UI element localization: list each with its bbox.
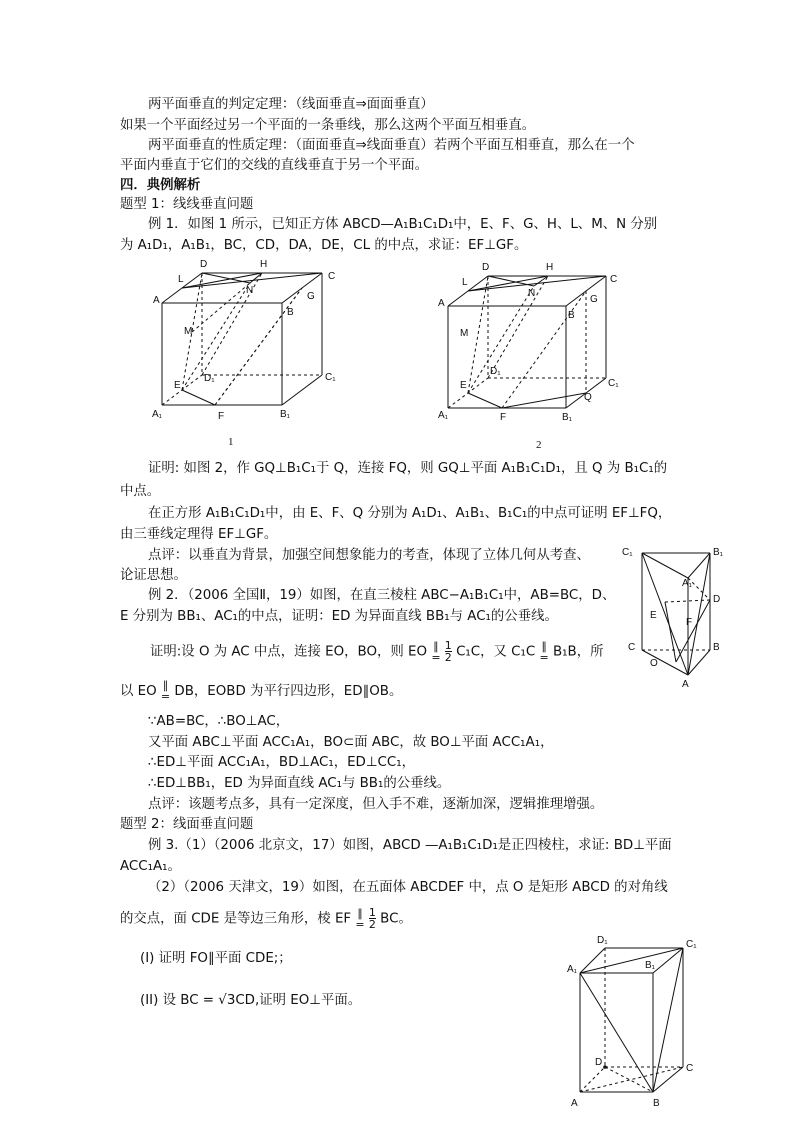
svg-text:D: D <box>482 262 490 273</box>
svg-text:A₁: A₁ <box>152 409 163 420</box>
svg-text:M: M <box>460 328 469 339</box>
question-2: (II) 设 BC = √3CD,证明 EO⊥平面。 <box>140 993 362 1008</box>
proof1-line1: 证明: 如图 2，作 GQ⊥B₁C₁于 Q，连接 FQ，则 GQ⊥平面 A₁B₁C₁D₁，且 Q 为 B₁C₁的 <box>148 461 668 476</box>
figure-1-cube <box>150 255 350 455</box>
svg-text:B₁: B₁ <box>562 412 573 423</box>
svg-text:2: 2 <box>536 439 542 451</box>
svg-text:D: D <box>713 594 721 605</box>
svg-text:N: N <box>246 285 254 296</box>
svg-text:G: G <box>307 291 315 302</box>
fraction-one-half-2: $\frac{1}{2}$ <box>368 906 376 931</box>
svg-text:E: E <box>460 380 467 391</box>
proof1-line2: 中点。 <box>120 484 161 499</box>
proof2-line1: 证明:设 O 为 AC 中点，连接 EO，BO，则 EO ∥ = $\frac{1}{2}$ C₁C，又 C₁C ∥ = B₁B，所 <box>150 639 604 664</box>
svg-text:C: C <box>328 271 336 282</box>
step2: 又平面 ABC⊥平面 ACC₁A₁，BO⊂面 ABC，故 BO⊥平面 ACC₁A₁， <box>148 735 554 750</box>
svg-text:H: H <box>260 259 268 270</box>
svg-text:A: A <box>682 679 689 690</box>
svg-text:C: C <box>686 1063 694 1074</box>
svg-text:A₁: A₁ <box>438 410 449 421</box>
svg-text:C₁: C₁ <box>325 372 336 383</box>
svg-text:E: E <box>650 610 657 621</box>
svg-text:A₁: A₁ <box>682 578 693 589</box>
svg-text:B: B <box>653 1098 660 1109</box>
svg-text:F: F <box>218 411 225 422</box>
svg-text:B: B <box>568 310 575 321</box>
svg-text:A: A <box>153 295 160 306</box>
svg-text:B₁: B₁ <box>645 960 656 971</box>
example2-line2: E 分别为 BB₁、AC₁的中点，证明：ED 为异面直线 BB₁与 AC₁的公垂线。 <box>120 609 558 624</box>
svg-text:D: D <box>595 1057 603 1068</box>
svg-text:B: B <box>713 642 720 653</box>
comment2: 点评：该题考点多，具有一定深度，但入手不难，逐渐加深，逻辑推理增强。 <box>148 797 604 812</box>
parallel-equal-symbol-2: ∥ = <box>539 639 549 664</box>
section-heading: 四．典例解析 <box>120 178 201 193</box>
svg-text:1: 1 <box>228 436 234 448</box>
example3-line2: ACC₁A₁。 <box>120 859 181 874</box>
example1-line1: 例 1．如图 1 所示，已知正方体 ABCD—A₁B₁C₁D₁中，E、F、G、H、L、M、N 分别 <box>148 217 658 232</box>
example2-line1: 例 2．（2006 全国Ⅱ，19）如图，在直三棱柱 ABC−A₁B₁C₁中，AB=BC，D、 <box>148 588 616 603</box>
proof2-line2: 以 EO ∥ = DB，EOBD 为平行四边形，ED∥OB。 <box>120 679 403 703</box>
theorem-property-body: 平面内垂直于它们的交线的直线垂直于另一个平面。 <box>120 158 428 173</box>
comment1-line1: 点评：以垂直为背景，加强空间想象能力的考查，体现了立体几何从考查、 <box>148 548 590 563</box>
svg-text:A: A <box>438 298 445 309</box>
svg-text:C: C <box>610 274 618 285</box>
svg-text:F: F <box>500 412 507 423</box>
svg-text:D₁: D₁ <box>597 935 608 946</box>
svg-text:L: L <box>462 277 468 288</box>
parallel-equal-symbol-4: ∥ = <box>355 906 365 931</box>
theorem-judgement-body: 如果一个平面经过另一个平面的一条垂线，那么这两个平面互相垂直。 <box>120 118 536 133</box>
figure-4-box <box>565 935 705 1115</box>
proof1-line4: 由三垂线定理得 EF⊥GF。 <box>120 527 278 542</box>
svg-text:F: F <box>686 617 693 628</box>
comment1-line2: 论证思想。 <box>120 568 187 583</box>
step4: ∴ED⊥BB₁，ED 为异面直线 AC₁与 BB₁的公垂线。 <box>148 776 451 791</box>
proof1-line3: 在正方形 A₁B₁C₁D₁中，由 E、F、Q 分别为 A₁D₁、A₁B₁、B₁C₁的中点可证明 EF⊥FQ， <box>148 506 672 521</box>
step3: ∴ED⊥平面 ACC₁A₁，BD⊥AC₁，ED⊥CC₁， <box>148 755 415 770</box>
svg-text:B₁: B₁ <box>713 547 724 558</box>
svg-text:C: C <box>628 642 636 653</box>
figure-2-cube <box>438 258 638 458</box>
svg-text:M: M <box>184 326 193 337</box>
type1-heading: 题型 1：线线垂直问题 <box>120 197 254 212</box>
example3-line1: 例 3.（1）（2006 北京文，17）如图，ABCD —A₁B₁C₁D₁是正四棱柱，求证: BD⊥平面 <box>148 838 672 853</box>
svg-text:O: O <box>650 658 658 669</box>
type2-heading: 题型 2：线面垂直问题 <box>120 817 254 832</box>
theorem-property: 两平面垂直的性质定理：（面面垂直⇒线面垂直）若两个平面互相垂直，那么在一个 <box>148 138 635 153</box>
parallel-equal-symbol: ∥ = <box>431 639 441 664</box>
svg-text:A₁: A₁ <box>567 964 578 975</box>
example1-line2: 为 A₁D₁，A₁B₁，BC，CD，DA，DE，CL 的中点，求证：EF⊥GF。 <box>120 238 528 253</box>
svg-text:Q: Q <box>584 392 592 403</box>
figure-3-prism <box>620 540 740 690</box>
svg-text:B₁: B₁ <box>280 409 291 420</box>
svg-text:C₁: C₁ <box>608 378 619 389</box>
svg-text:N: N <box>528 288 536 299</box>
svg-text:E: E <box>174 380 181 391</box>
example3-line4: 的交点，面 CDE 是等边三角形，棱 EF ∥ = $\frac{1}{2}$ BC。 <box>120 906 412 931</box>
svg-text:C₁: C₁ <box>622 547 633 558</box>
svg-text:L: L <box>178 274 184 285</box>
fraction-one-half: $\frac{1}{2}$ <box>444 639 452 664</box>
parallel-equal-symbol-3: ∥ = <box>160 679 171 703</box>
svg-text:A: A <box>571 1098 578 1109</box>
question-1: (I) 证明 FO∥平面 CDE;； <box>140 951 292 966</box>
svg-text:D: D <box>200 259 208 270</box>
theorem-judgement: 两平面垂直的判定定理：（线面垂直⇒面面垂直） <box>148 97 434 112</box>
svg-text:D₁: D₁ <box>490 366 501 377</box>
svg-text:G: G <box>590 294 598 305</box>
svg-text:D₁: D₁ <box>204 373 215 384</box>
example3-line3: （2）（2006 天津文，19）如图，在五面体 ABCDEF 中，点 O 是矩形 ABCD 的对角线 <box>148 880 668 895</box>
svg-text:C₁: C₁ <box>686 939 697 950</box>
svg-text:H: H <box>546 262 554 273</box>
svg-text:B: B <box>287 307 294 318</box>
step1: ∵AB=BC，∴BO⊥AC， <box>148 714 290 729</box>
